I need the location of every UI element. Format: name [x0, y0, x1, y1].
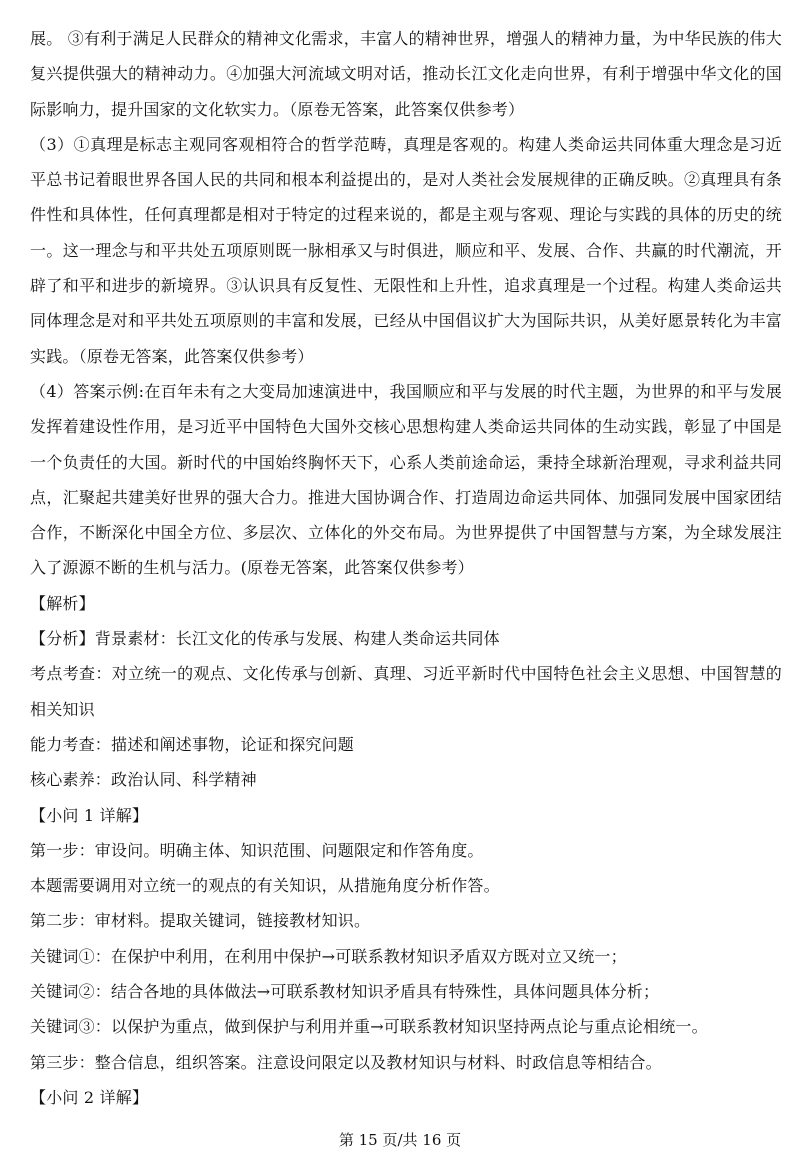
paragraph-ability: 能力考查：描述和阐述事物，论证和探究问题 — [30, 734, 355, 754]
paragraph-keyword-3: 关键词③：以保护为重点，做到保护与利用并重→可联系教材知识坚持两点论与重点论相统一。 — [30, 1017, 708, 1037]
paragraph-answer-3: （3）①真理是标志主观同客观相符合的哲学范畴，真理是客观的。构建人类命运共同体重大理念是习近平总书记着眼世界各国人民的共同和根本利益提出的，是对人类社会发展规律的正确反映。②真理具有条件性和具体性，任何真理都是相对于特定的过程来说的，都是主观与客观、理论与实践的具体的历史的统一。这一理念与和平共处五项原则既一脉相承又与时俱进，顺应和平、发展、合作、共赢的时代潮流，开辟了和平和进步的新境界。③认识具有反复性、无限性和上升性，追求真理是一个过程。构建人类命运共同体理念是对和平共处五项原则的丰富和发展，已经从中国倡议扩大为国际共识，从美好愿景转化为丰富实践。（原卷无答案，此答案仅供参考） — [30, 134, 782, 366]
paragraph-step-1: 第一步：审设问。明确主体、知识范围、问题限定和作答角度。 — [30, 840, 484, 860]
paragraph-exam-points: 考点考查：对立统一的观点、文化传承与创新、真理、习近平新时代中国特色社会主义思想、中国智慧的相关知识 — [30, 664, 782, 719]
paragraph-step-2: 第二步：审材料。提取关键词，链接教材知识。 — [30, 911, 371, 931]
paragraph-analysis-background: 【分析】背景素材：长江文化的传承与发展、构建人类命运共同体 — [30, 629, 500, 649]
document-body — [30, 21, 782, 1115]
paragraph-answer-4: （4）答案示例:在百年未有之大变局加速演进中，我国顺应和平与发展的时代主题，为世界的和平与发展发挥着建设性作用，是习近平中国特色大国外交核心思想构建人类命运共同体的生动实践，彰显了中国是一个负责任的大国。新时代的中国始终胸怀天下，心系人类前途命运，秉持全球新治理观，寻求利益共同点，汇聚起共建美好世界的强大合力。推进大国协调合作、打造周边命运共同体、加强同发展中国家团结合作，不断深化中国全方位、多层次、立体化的外交布局。为世界提供了中国智慧与方案，为全球发展注入了源源不断的生机与活力。(原卷无答案，此答案仅供参考） — [30, 381, 782, 578]
paragraph-step-1-note: 本题需要调用对立统一的观点的有关知识，从措施角度分析作答。 — [30, 876, 500, 896]
paragraph-keyword-2: 关键词②：结合各地的具体做法→可联系教材知识矛盾具有特殊性，具体问题具体分析； — [30, 982, 660, 1002]
paragraph-answer-2-continued: 展。 ③有利于满足人民群众的精神文化需求，丰富人的精神世界，增强人的精神力量，为中华民族的伟大复兴提供强大的精神动力。④加强大河流域文明对话，推动长江文化走向世界，有利于增强中华文化的国际影响力，提升国家的文化软实力。（原卷无答案，此答案仅供参考） — [30, 29, 782, 119]
paragraph-keyword-1: 关键词①：在保护中利用，在利用中保护→可联系教材知识矛盾双方既对立又统一； — [30, 946, 627, 966]
heading-question-1-detail: 【小问 1 详解】 — [30, 805, 149, 825]
heading-analysis: 【解析】 — [30, 593, 95, 613]
heading-question-2-detail: 【小问 2 详解】 — [30, 1087, 149, 1107]
page-footer: 第 15 页/共 16 页 — [338, 1131, 462, 1149]
paragraph-core-literacy: 核心素养：政治认同、科学精神 — [30, 770, 257, 790]
paragraph-step-3: 第三步：整合信息，组织答案。注意设问限定以及教材知识与材料、时政信息等相结合。 — [30, 1052, 662, 1072]
